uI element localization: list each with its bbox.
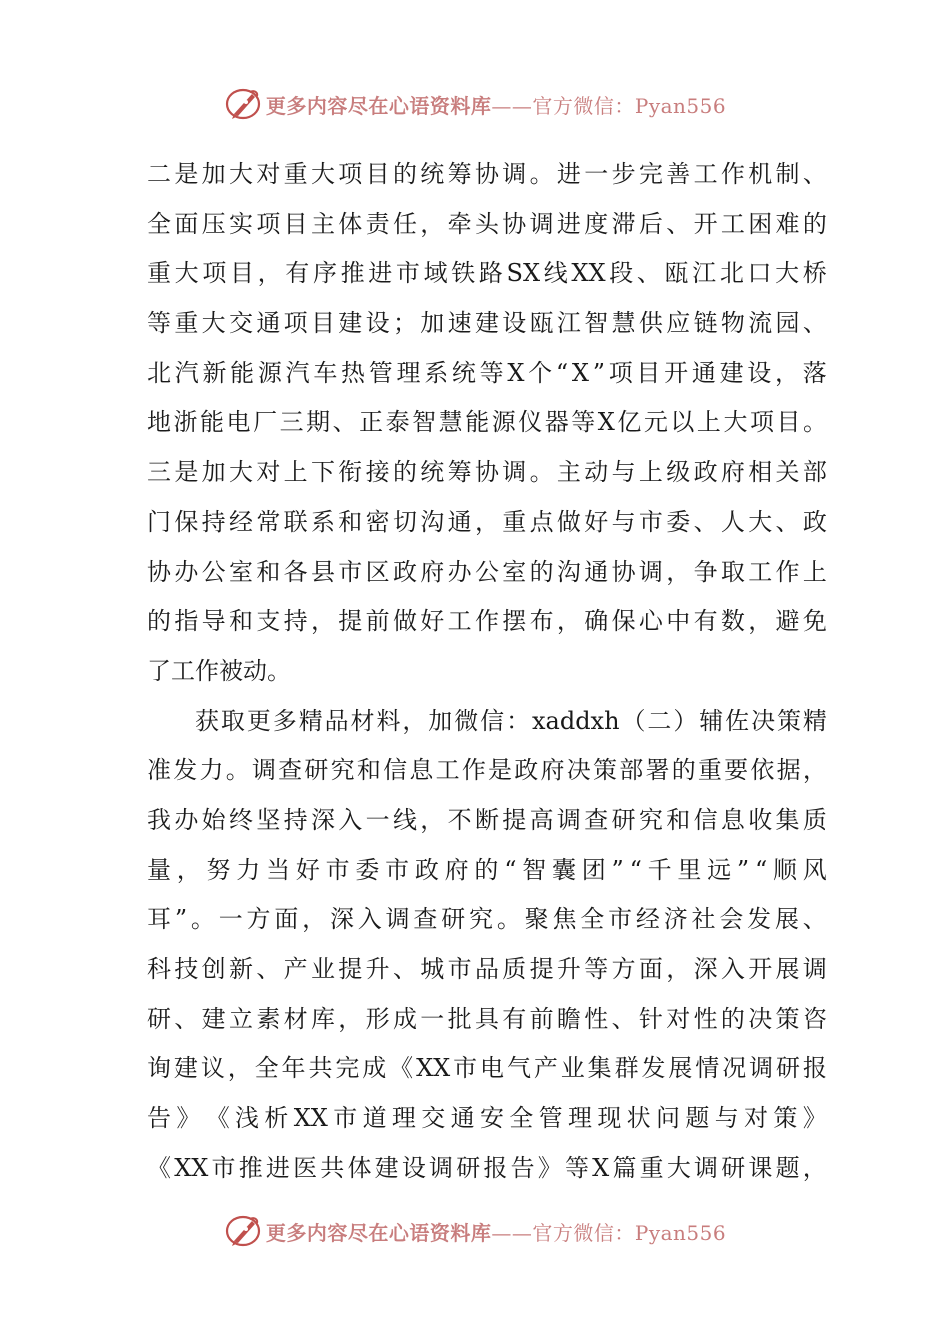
banner-wechat-label: 官方微信： [532, 1220, 635, 1245]
banner-text [266, 90, 726, 119]
text-line: 等 重 大 交 通 项 目 建 设 ； 加 速 建 设 瓯 江 智 慧 供 应 链 物 流 园 、 [147, 309, 827, 338]
text-line: 量 ， 努 力 当 好 市 委 市 政 府 的 “ 智 囊 团 ” “ 千 里 远 ” “ 顺 风 [147, 855, 827, 884]
text-line: 重 大 项 目 ， 有 序 推 进 市 域 铁 路 SX 线 XX 段 、 瓯 江 北 口 大 桥 [147, 259, 827, 288]
text-line: 《 XX 市 推 进 医 共 体 建 设 调 研 报 告 》 等 X 篇 重 大 调 研 课 题 ， [147, 1153, 827, 1182]
text-line: 研 、 建 立 素 材 库 ， 形 成 一 批 具 有 前 瞻 性 、 针 对 性 的 决 策 咨 [147, 1004, 827, 1033]
banner-wechat-label: 官方微信： [532, 93, 635, 118]
banner-dash: —— [491, 93, 533, 118]
text-line: 全 面 压 实 项 目 主 体 责 任 ， 牵 头 协 调 进 度 滞 后 、 开 工 困 难 的 [147, 209, 827, 238]
text-line: 协 办 公 室 和 各 县 市 区 政 府 办 公 室 的 沟 通 协 调 ， 争 取 工 作 上 [147, 557, 827, 586]
text-line: 我 办 始 终 坚 持 深 入 一 线 ， 不 断 提 高 调 查 研 究 和 信 息 收 集 质 [147, 805, 827, 834]
text-line: 告 》 《 浅 析 XX 市 道 理 交 通 安 全 管 理 现 状 问 题 与 对 策 》 [147, 1104, 827, 1133]
text-line: 的 指 导 和 支 持 ， 提 前 做 好 工 作 摆 布 ， 确 保 心 中 有 数 ， 避 免 [147, 607, 827, 636]
text-line: 门 保 持 经 常 联 系 和 密 切 沟 通 ， 重 点 做 好 与 市 委 、 人 大 、 政 [147, 507, 827, 536]
banner-text [266, 1217, 726, 1246]
text-line: 二 是 加 大 对 重 大 项 目 的 统 筹 协 调 。 进 一 步 完 善 工 作 机 制 、 [147, 160, 827, 188]
text-line: 耳 ” 。 一 方 面 ， 深 入 调 查 研 究 。 聚 焦 全 市 经 济 社 会 发 展 、 [147, 905, 827, 934]
text-line: 询 建 议 ， 全 年 共 完 成 《 XX 市 电 气 产 业 集 群 发 展 情 况 调 研 报 [147, 1054, 827, 1083]
banner-dash: —— [491, 1220, 533, 1245]
text-line: 科 技 创 新 、 产 业 提 升 、 城 市 品 质 提 升 等 方 面 ， 深 入 开 展 调 [147, 955, 827, 983]
text-line: 了 工 作 被 动 。 [147, 656, 291, 685]
document-body [147, 150, 827, 1193]
banner-wechat-id: Pyan556 [634, 93, 727, 118]
banner-site-text: 更多内容尽在心语资料库 [265, 1220, 492, 1245]
pen-nib-logo-icon [224, 84, 264, 124]
text-line: 地 浙 能 电 厂 三 期 、 正 泰 智 慧 能 源 仪 器 等 X 亿 元 以 上 大 项 目 。 [147, 408, 827, 437]
text-line: 三 是 加 大 对 上 下 衔 接 的 统 筹 协 调 。 主 动 与 上 级 政 府 相 关 部 [147, 458, 827, 487]
text-line: 北 汽 新 能 源 汽 车 热 管 理 系 统 等 X 个 “ X ” 项 目 开 通 建 设 ， 落 [147, 358, 827, 387]
text-line: 准 发 力 。 调 查 研 究 和 信 息 工 作 是 政 府 决 策 部 署 的 重 要 依 据 ， [147, 756, 827, 785]
footer-banner [0, 1209, 950, 1253]
banner-wechat-id: Pyan556 [634, 1220, 727, 1245]
header-banner [0, 82, 950, 126]
banner-site-text: 更多内容尽在心语资料库 [265, 93, 492, 118]
pen-nib-logo-icon [224, 1211, 264, 1251]
text-line: 获 取 更 多 精 品 材 料 ， 加 微 信 ： xaddxh （ 二 ） 辅 佐 决 策 精 [195, 706, 827, 735]
